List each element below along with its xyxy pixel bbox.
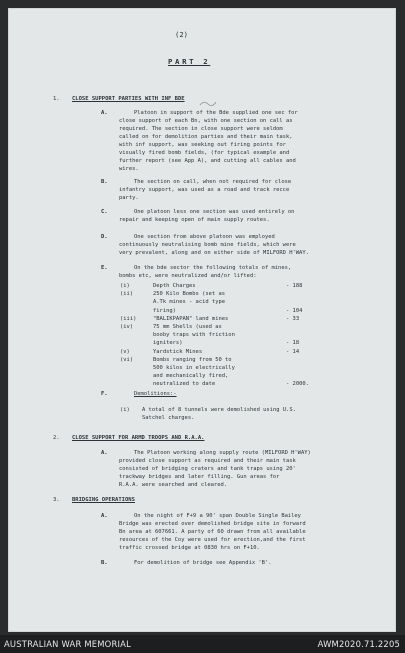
item-description-line: neutralized to date bbox=[153, 381, 216, 388]
para-1a-line-1: Platoon in support of the Bde supplied one sec for bbox=[134, 110, 298, 116]
item-description-line: 75 mm Shells (used as bbox=[153, 324, 222, 331]
para-2a-line-2: provided close support as required and their main task bbox=[119, 458, 296, 464]
footer-accession-number: AWM2020.71.2205 bbox=[317, 639, 400, 649]
item-number: (v) bbox=[120, 348, 130, 355]
item-number: (iv) bbox=[120, 324, 134, 331]
item-description bbox=[153, 348, 286, 356]
item-description-line: Yardstick Mines bbox=[153, 348, 203, 355]
table-row bbox=[120, 323, 309, 348]
section-3-number: 3. bbox=[53, 497, 60, 503]
para-2a-line-5: R.A.A. were searched and cleared. bbox=[119, 482, 228, 488]
item-count: - 18 bbox=[286, 340, 300, 347]
pencil-mark-icon bbox=[198, 98, 218, 108]
para-1c-line-2: repair and keeping open of main supply routes. bbox=[119, 217, 270, 223]
para-1e-line-2: bombs etc, were neutralized and/or lifted: bbox=[119, 273, 257, 279]
item-count: - 188 bbox=[286, 283, 303, 289]
para-1a-line-2: close support of each Bn, with one section on call as bbox=[119, 118, 293, 124]
para-1a-line-3: required. The section in close support were seldom bbox=[119, 126, 283, 132]
item-number: (iii) bbox=[120, 315, 137, 322]
section-2-heading: CLOSE SUPPORT FOR ARMD TROOPS AND R.A.A. bbox=[72, 435, 205, 441]
para-2a-line-1: The Platoon working along supply route (MILFORD H'WAY) bbox=[134, 450, 311, 456]
item-description-line: Bombs ranging from 50 to bbox=[153, 356, 232, 363]
table-row bbox=[120, 290, 309, 315]
item-number: (i) bbox=[120, 283, 130, 289]
section-1-heading: CLOSE SUPPORT PARTIES WITH INF BDE bbox=[72, 96, 185, 102]
item-description-line: firing) bbox=[153, 307, 176, 314]
para-1e-line-1: On the bde sector the following totals of mines, bbox=[134, 265, 292, 271]
section-1-number: 1. bbox=[53, 96, 60, 102]
para-1c-line-1: One platoon less one section was used entirely on bbox=[134, 209, 295, 215]
item-description bbox=[153, 356, 286, 389]
items-neutralized-table bbox=[120, 282, 309, 389]
para-1b-line-2: infantry support, was used as a road and track recce bbox=[119, 187, 290, 193]
para-3a-line-3: Bn area at 607661. A party of 60 drawn from all available bbox=[119, 529, 306, 535]
para-1a-line-8: wires. bbox=[119, 166, 139, 172]
para-2a-line-4: trackway bridges and later filling. Gun areas for bbox=[119, 474, 280, 480]
item-description-line: 500 kilos in electrically bbox=[153, 365, 235, 372]
item-count: - 2000. bbox=[286, 381, 309, 388]
para-1c-letter: C. bbox=[101, 209, 108, 215]
para-1a-line-7: further report (see App A), and cutting all cables and bbox=[119, 158, 296, 164]
para-1d-line-2: continuously neutralising bomb mine fields, which were bbox=[119, 242, 296, 248]
para-3a-line-4: resources of the Coy were used for erection,and the first bbox=[119, 537, 306, 543]
para-1d-line-1: One section from above platoon was employed bbox=[134, 234, 275, 240]
item-description-line: Depth Charges bbox=[153, 283, 196, 289]
para-1b-line-1: The section on call, when not required for close bbox=[134, 179, 292, 185]
item-count: - 104 bbox=[286, 307, 303, 314]
para-3a-letter: A. bbox=[101, 513, 108, 519]
para-3b-letter: B. bbox=[101, 560, 108, 566]
para-2a-letter: A. bbox=[101, 450, 108, 456]
para-1a-line-6: visually fired bomb fields, (for typical example and bbox=[119, 150, 290, 156]
item-description-line: igniters) bbox=[153, 340, 183, 347]
para-1b-line-3: party. bbox=[119, 195, 139, 201]
para-1a-letter: A. bbox=[101, 110, 108, 116]
section-2-number: 2. bbox=[53, 435, 60, 441]
table-row bbox=[120, 315, 309, 323]
para-1f-sub-line-1: A total of 8 tunnels were demolished using U.S. bbox=[142, 407, 296, 413]
part-heading: PART 2 bbox=[168, 57, 211, 66]
para-1a-line-5: with inf support, was seeking out firing points for bbox=[119, 142, 286, 148]
item-count: - 14 bbox=[286, 348, 300, 355]
para-3a-line-1: On the night of F+9 a 90' span Double Single Bailey bbox=[134, 513, 301, 519]
document-page bbox=[8, 8, 396, 632]
table-row bbox=[120, 282, 309, 290]
para-1f-sub-number: (i) bbox=[120, 407, 130, 413]
item-number: (ii) bbox=[120, 291, 134, 298]
para-1d-line-3: very prevalent, along and on either side of MILFORD H'WAY. bbox=[119, 250, 309, 256]
footer-institution: AUSTRALIAN WAR MEMORIAL bbox=[4, 639, 131, 649]
para-1e-letter: E. bbox=[101, 265, 108, 271]
table-row bbox=[120, 348, 309, 356]
item-description bbox=[153, 290, 286, 315]
item-description-line: 250 Kilo Bombs (set as bbox=[153, 291, 226, 298]
item-description-line: "BALIKPAPAN" land mines bbox=[153, 315, 229, 322]
item-description-line: booby traps with friction bbox=[153, 332, 235, 339]
para-1a-line-4: called on for demolition parties and their main task, bbox=[119, 134, 293, 140]
item-number: (vi) bbox=[120, 356, 134, 363]
page-number: (2) bbox=[175, 30, 188, 39]
demolitions-heading: Demolitions:- bbox=[134, 391, 177, 397]
item-description-line: A.Tk mines - acid type bbox=[153, 299, 226, 306]
para-3a-line-2: Bridge was erected over demolished bridge site in forward bbox=[119, 521, 306, 527]
section-3-heading: BRIDGING OPERATIONS bbox=[72, 497, 135, 503]
archive-footer bbox=[0, 635, 405, 653]
para-3a-line-5: traffic crossed bridge at 0830 hrs on F+10. bbox=[119, 545, 260, 551]
para-1b-letter: B. bbox=[101, 179, 108, 185]
item-description-line: and mechanically fired, bbox=[153, 373, 229, 380]
para-3b-line-1: For demolition of bridge see Appendix 'B'. bbox=[134, 560, 272, 566]
item-description bbox=[153, 323, 286, 348]
item-description bbox=[153, 315, 286, 323]
para-2a-line-3: consisted of bridging craters and tank traps using 20' bbox=[119, 466, 296, 472]
para-1f-sub-line-2: Satchel charges. bbox=[142, 415, 195, 421]
item-description bbox=[153, 282, 286, 290]
item-count: - 33 bbox=[286, 315, 300, 322]
para-1f-letter: F. bbox=[101, 391, 108, 397]
para-1d-letter: D. bbox=[101, 234, 108, 240]
table-row bbox=[120, 356, 309, 389]
